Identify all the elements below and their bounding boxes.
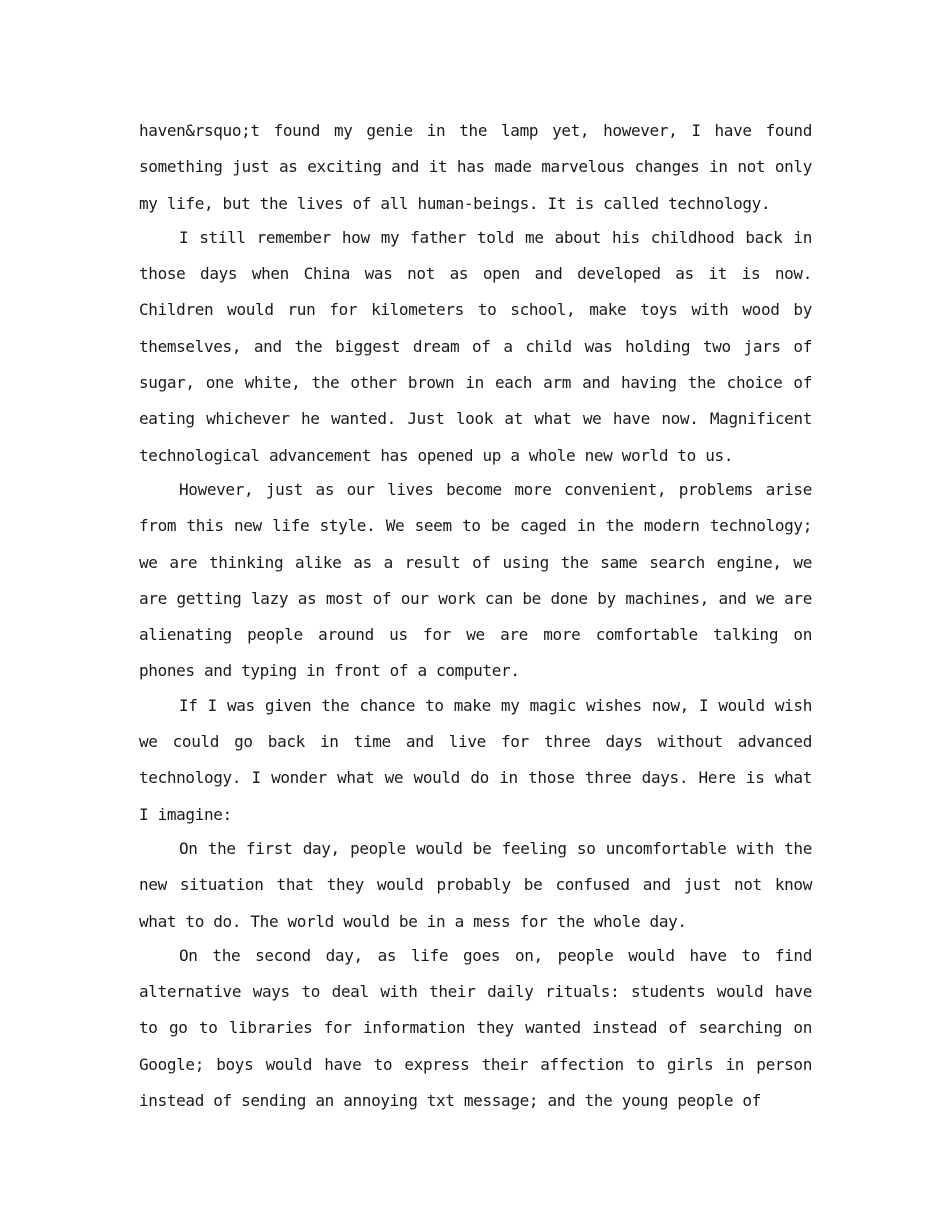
paragraph-5: On the first day, people would be feeling so uncomfortable with the new situation that they would probably be confused and just not know what to do. The world would be in a mess for the whole day. <box>139 838 812 931</box>
paragraph-3: However, just as our lives become more convenient, problems arise from this new life style. We seem to be caged in the modern technology; we are thinking alike as a result of using the same search engine, we are getting lazy as most of our work can be done by machines, and we are alienating people around us for we are more comfortable talking on phones and typing in front of a computer. <box>139 479 812 681</box>
paragraph-4: If I was given the chance to make my magic wishes now, I would wish we could go back in time and live for three days without advanced technology. I wonder what we would do in those three days. Here is what I imagine: <box>139 695 812 824</box>
paragraph-2: I still remember how my father told me about his childhood back in those days when China was not as open and developed as it is now. Children would run for kilometers to school, make toys with wood by themselves, and the biggest dream of a child was holding two jars of sugar, one white, the other brown in each arm and having the choice of eating whichever he wanted. Just look at what we have now. Magnificent technological advancement has opened up a whole new world to us. <box>139 227 812 465</box>
paragraph-1: haven&rsquo;t found my genie in the lamp yet, however, I have found something just as exciting and it has made marvelous changes in not only my life, but the lives of all human-beings. It is called technology. <box>139 121 812 213</box>
paragraph-6: On the second day, as life goes on, people would have to find alternative ways to deal with their daily rituals: students would have to go to libraries for information they wanted instead of searching on Google; boys would have to express their affection to girls in person instead of sending an annoying txt message; and the young people of <box>139 945 812 1111</box>
document-body <box>139 113 812 1119</box>
